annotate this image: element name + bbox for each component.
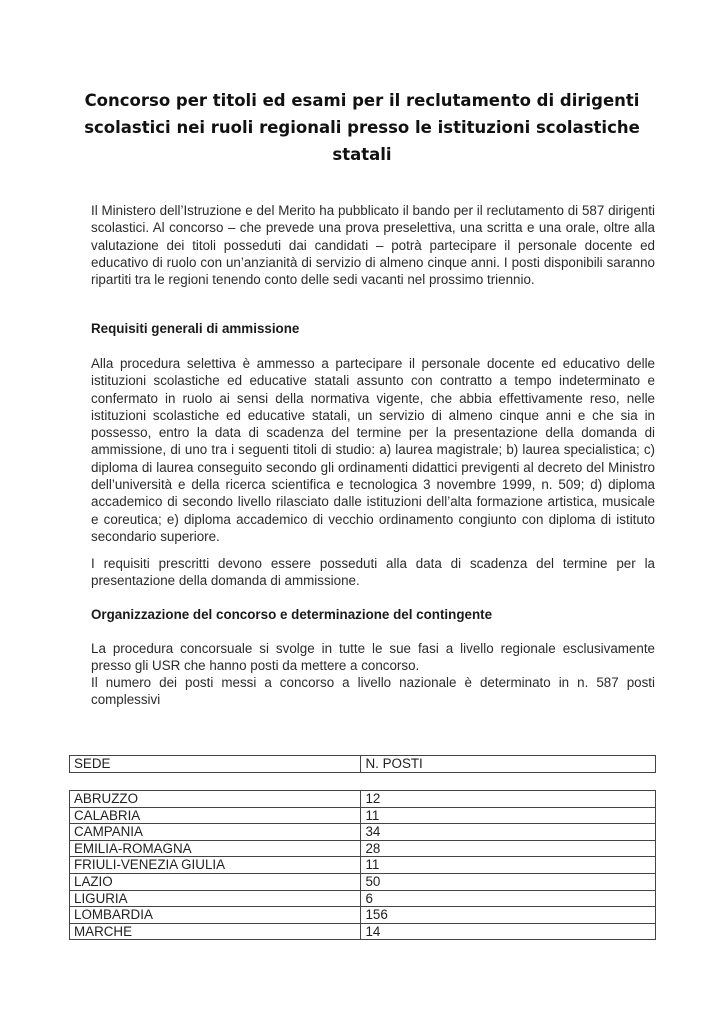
requisiti-paragraph: Alla procedura selettiva è ammesso a partecipare il personale docente ed educativo delle istituzioni scolastiche ed educative statali assunto con contratto a tempo indeterminato e confermato in ruolo ai sensi della normativa vigente, che abbia effettivamente reso, nelle istituzioni scolastiche ed educative statali, un servizio di almeno cinque anni e che sia in possesso, entro la data di scadenza del termine per la presentazione della domanda di ammissione, di uno tra i seguenti titoli di studio: a) laurea magistrale; b) laurea specialistica; c) diploma di laurea conseguito secondo gli ordinamenti didattici previgenti al decreto del Ministro dell’università e della ricerca scientifica e tecnologica 3 novembre 1999, n. 509; d) diploma accademico di secondo livello rilasciato dalle istituzioni dell’alta formazione artistica, musicale e coreutica; e) diploma accademico di vecchio ordinamento congiunto con diploma di istituto secondario superiore. [91,356,655,544]
table-cell-posti: 11 [361,857,656,874]
table-cell-sede: LOMBARDIA [70,907,361,924]
requisiti-note-paragraph: I requisiti prescritti devono essere posseduti alla data di scadenza del termine per la presentazione della domanda di ammissione. [91,556,655,589]
posti-table-header [69,755,656,773]
table-cell-posti: 28 [361,840,656,857]
table-cell-posti: 14 [361,923,656,940]
table-cell-sede: CAMPANIA [70,824,361,841]
table-row [70,840,656,857]
section-heading-requisiti: Requisiti generali di ammissione [91,321,300,336]
posti-table [69,790,656,940]
table-cell-posti: 11 [361,807,656,824]
column-header-posti: N. POSTI [361,756,656,773]
table-row [70,791,656,808]
table-header-row [70,756,656,773]
intro-paragraph: Il Ministero dell’Istruzione e del Merito ha pubblicato il bando per il reclutamento di 587 dirigenti scolastici. Al concorso – che prevede una prova preselettiva, una scritta e una orale, oltre alla valutazione dei titoli posseduti dai candidati – potrà partecipare il personale docente ed educativo di ruolo con un’anzianità di servizio di almeno cinque anni. I posti disponibili saranno ripartiti tra le regioni tenendo conto delle sedi vacanti nel prossimo triennio. [91,203,655,288]
table-cell-posti: 50 [361,873,656,890]
table-row [70,923,656,940]
table-row [70,857,656,874]
posti-total-paragraph: Il numero dei posti messi a concorso a livello nazionale è determinato in n. 587 posti complessivi [91,675,655,708]
organizzazione-paragraph: La procedura concorsuale si svolge in tutte le sue fasi a livello regionale esclusivamente presso gli USR che hanno posti da mettere a concorso. [91,641,655,674]
table-cell-posti: 6 [361,890,656,907]
table-cell-sede: CALABRIA [70,807,361,824]
table-cell-sede: ABRUZZO [70,791,361,808]
table-cell-sede: LAZIO [70,873,361,890]
table-row [70,890,656,907]
column-header-sede: SEDE [70,756,361,773]
section-heading-organizzazione: Organizzazione del concorso e determinazione del contingente [91,607,493,622]
table-cell-posti: 12 [361,791,656,808]
table-cell-sede: LIGURIA [70,890,361,907]
document-title: Concorso per titoli ed esami per il reclutamento di dirigenti scolastici nei ruoli regionali presso le istituzioni scolastiche statali [84,91,640,164]
table-cell-sede: EMILIA-ROMAGNA [70,840,361,857]
table-row [70,824,656,841]
table-cell-posti: 34 [361,824,656,841]
table-cell-sede: FRIULI-VENEZIA GIULIA [70,857,361,874]
table-row [70,907,656,924]
table-row [70,807,656,824]
table-cell-sede: MARCHE [70,923,361,940]
table-cell-posti: 156 [361,907,656,924]
table-row [70,873,656,890]
